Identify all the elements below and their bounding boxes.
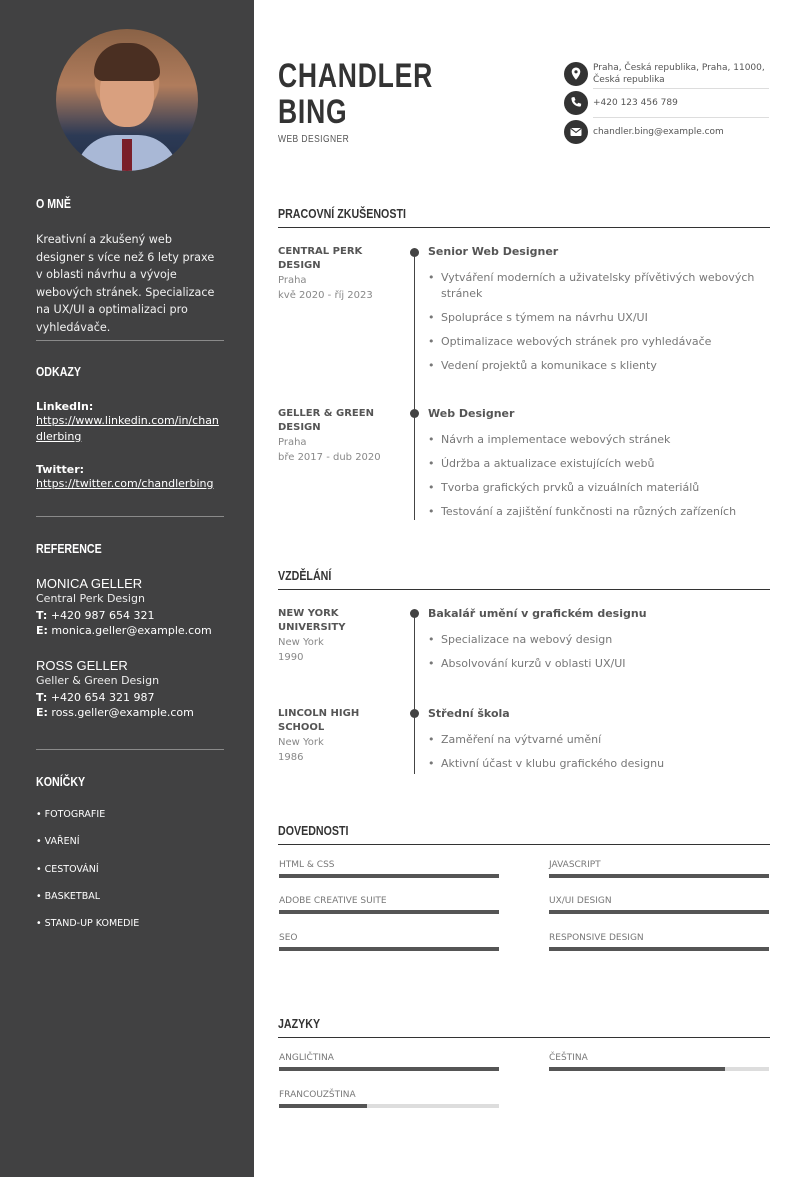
- links-heading: ODKAZY: [36, 364, 82, 379]
- reference-heading: REFERENCE: [36, 541, 102, 556]
- divider: [36, 340, 224, 341]
- envelope-icon: [564, 120, 588, 144]
- divider: [278, 589, 770, 590]
- skill-bar: [549, 910, 769, 914]
- language-bar: [549, 1067, 769, 1071]
- linkedin-label: LinkedIn:: [36, 400, 94, 413]
- skill-item: [549, 860, 769, 878]
- job-title: WEB DESIGNER: [278, 134, 350, 145]
- divider: [278, 227, 770, 228]
- skill-item: [549, 933, 769, 951]
- divider: [278, 1037, 770, 1038]
- skill-bar: [279, 947, 499, 951]
- phone-label: T:: [36, 691, 48, 704]
- list-item: • Optimalizace webových stránek pro vyhledávače: [428, 335, 712, 348]
- list-item: • Specializace na webový design: [428, 633, 613, 646]
- list-item: • Údržba a aktualizace existujících webů: [428, 457, 655, 470]
- first-name: CHANDLER: [278, 57, 434, 95]
- experience-heading: PRACOVNÍ ZKUŠENOSTI: [278, 206, 406, 221]
- reference-phone: +420 654 321 987: [50, 691, 155, 704]
- skill-item: [549, 896, 769, 914]
- reference-company: Central Perk Design: [36, 592, 145, 605]
- skill-item: [279, 896, 499, 914]
- last-name: BING: [278, 93, 348, 131]
- about-text: Kreativní a zkušený web designer s více než 6 lety praxe v oblasti návrhu a vývoje webových stránek. Specializace na UX/UI a optimalizaci pro vyhledávače.: [36, 233, 215, 334]
- experience-dates: bře 2017 - dub 2020: [278, 452, 381, 463]
- language-bar: [279, 1104, 499, 1108]
- hobby-item: • FOTOGRAFIE: [36, 809, 106, 820]
- divider: [36, 516, 224, 517]
- language-item: [549, 1053, 769, 1071]
- email-label: E:: [36, 706, 48, 719]
- education-city: New York: [278, 737, 324, 748]
- languages-heading: JAZYKY: [278, 1016, 321, 1031]
- timeline-dot: [410, 709, 419, 718]
- list-item: • Zaměření na výtvarné umění: [428, 733, 602, 746]
- education-heading: VZDĚLÁNÍ: [278, 568, 332, 583]
- reference-name: MONICA GELLER: [36, 576, 143, 591]
- skill-bar: [279, 910, 499, 914]
- list-item: • Aktivní účast v klubu grafického designu: [428, 757, 665, 770]
- skill-name: SEO: [279, 933, 298, 943]
- list-item: • Spolupráce s týmem na návrhu UX/UI: [428, 311, 648, 324]
- language-item: [279, 1053, 499, 1071]
- skill-item: [279, 933, 499, 951]
- skills-heading: DOVEDNOSTI: [278, 823, 349, 838]
- hobby-item: • VAŘENÍ: [36, 836, 80, 847]
- education-city: New York: [278, 637, 324, 648]
- language-name: ČEŠTINA: [549, 1053, 588, 1063]
- avatar: [56, 29, 198, 171]
- twitter-link[interactable]: https://twitter.com/chandlerbing: [36, 477, 214, 490]
- education-degree: Střední škola: [428, 707, 510, 720]
- skill-name: UX/UI DESIGN: [549, 896, 612, 906]
- hobbies-heading: KONÍČKY: [36, 774, 86, 789]
- skill-bar: [279, 874, 499, 878]
- skill-name: RESPONSIVE DESIGN: [549, 933, 644, 943]
- twitter-label: Twitter:: [36, 463, 85, 476]
- reference-item: [36, 658, 224, 719]
- language-name: FRANCOUZŠTINA: [279, 1090, 356, 1100]
- experience-org: CENTRAL PERK DESIGN: [278, 246, 363, 271]
- skill-name: JAVASCRIPT: [549, 860, 601, 870]
- reference-company: Geller & Green Design: [36, 674, 160, 687]
- address-text: Praha, Česká republika, Praha, 11000, Česká republika: [593, 63, 765, 85]
- divider: [593, 88, 769, 89]
- divider: [593, 117, 769, 118]
- linkedin-link[interactable]: https://www.linkedin.com/in/chandlerbing: [36, 414, 219, 443]
- about-heading: O MNĚ: [36, 196, 71, 211]
- education-degree: Bakalář umění v grafickém designu: [428, 607, 647, 620]
- skill-item: [279, 860, 499, 878]
- list-item: • Vytváření moderních a uživatelsky přívětivých webových stránek: [428, 271, 755, 300]
- divider: [36, 749, 224, 750]
- education-dates: 1986: [278, 752, 304, 763]
- skill-bar: [549, 874, 769, 878]
- reference-phone: +420 987 654 321: [50, 609, 155, 622]
- language-bar: [279, 1067, 499, 1071]
- language-name: ANGLIČTINA: [279, 1053, 334, 1063]
- location-pin-icon: [564, 62, 588, 86]
- education-dates: 1990: [278, 652, 304, 663]
- education-org: LINCOLN HIGH SCHOOL: [278, 708, 360, 733]
- hobby-item: • CESTOVÁNÍ: [36, 864, 99, 875]
- divider: [278, 844, 770, 845]
- experience-role: Senior Web Designer: [428, 245, 559, 258]
- email-text: chandler.bing@example.com: [593, 127, 724, 137]
- email-label: E:: [36, 624, 48, 637]
- experience-role: Web Designer: [428, 407, 515, 420]
- language-item: [279, 1090, 499, 1108]
- skill-name: ADOBE CREATIVE SUITE: [279, 896, 387, 906]
- experience-dates: kvě 2020 - říj 2023: [278, 290, 373, 301]
- timeline-line: [414, 252, 415, 520]
- timeline-dot: [410, 409, 419, 418]
- experience-org: GELLER & GREEN DESIGN: [278, 408, 374, 433]
- timeline-dot: [410, 609, 419, 618]
- reference-item: [36, 576, 224, 637]
- list-item: • Testování a zajištění funkčnosti na různých zařízeních: [428, 505, 737, 518]
- phone-text: +420 123 456 789: [593, 98, 678, 108]
- reference-email: ross.geller@example.com: [51, 706, 194, 719]
- list-item: • Absolvování kurzů v oblasti UX/UI: [428, 657, 626, 670]
- list-item: • Vedení projektů a komunikace s klienty: [428, 359, 657, 372]
- experience-city: Praha: [278, 275, 307, 286]
- phone-icon: [564, 91, 588, 115]
- sidebar: [0, 0, 254, 1177]
- reference-name: ROSS GELLER: [36, 658, 128, 673]
- reference-email: monica.geller@example.com: [51, 624, 212, 637]
- hobby-item: • BASKETBAL: [36, 891, 101, 902]
- hobby-item: • STAND-UP KOMEDIE: [36, 918, 140, 929]
- education-org: NEW YORK UNIVERSITY: [278, 608, 346, 633]
- list-item: • Tvorba grafických prvků a vizuálních materiálů: [428, 481, 700, 494]
- skill-bar: [549, 947, 769, 951]
- list-item: • Návrh a implementace webových stránek: [428, 433, 671, 446]
- timeline-line: [414, 613, 415, 774]
- skill-name: HTML & CSS: [279, 860, 335, 870]
- phone-label: T:: [36, 609, 48, 622]
- experience-city: Praha: [278, 437, 307, 448]
- timeline-dot: [410, 248, 419, 257]
- name-title: [278, 58, 433, 130]
